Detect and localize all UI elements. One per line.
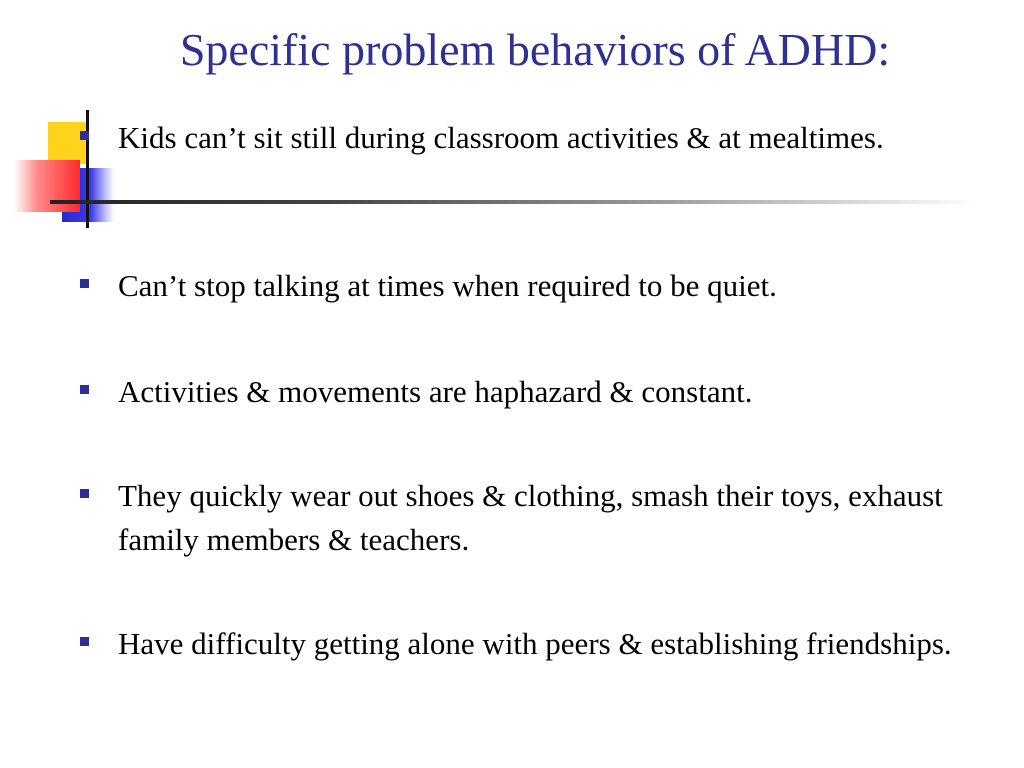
bullet-text: Have difficulty getting alone with peers & establishing friendships. <box>118 626 952 661</box>
title-underline-decoration <box>50 200 980 204</box>
bullet-item <box>80 116 1000 160</box>
square-bullet-icon <box>80 385 89 394</box>
bullet-text: They quickly wear out shoes & clothing, smash their toys, exhaust family members & teachers. <box>118 478 943 557</box>
bullet-text: Can’t stop talking at times when required to be quiet. <box>118 268 777 303</box>
bullet-item <box>80 622 1000 666</box>
square-bullet-icon <box>80 279 89 288</box>
slide-title: Specific problem behaviors of ADHD: <box>179 24 891 75</box>
square-bullet-icon <box>80 489 89 498</box>
red-square-decoration <box>14 160 80 212</box>
square-bullet-icon <box>80 131 89 140</box>
square-bullet-icon <box>80 637 89 646</box>
bullet-item <box>80 264 1000 308</box>
bullet-text: Kids can’t sit still during classroom activities & at mealtimes. <box>118 120 884 155</box>
bullet-item <box>80 474 1000 562</box>
bullet-text: Activities & movements are haphazard & constant. <box>118 374 753 409</box>
bullet-item <box>80 370 1000 414</box>
